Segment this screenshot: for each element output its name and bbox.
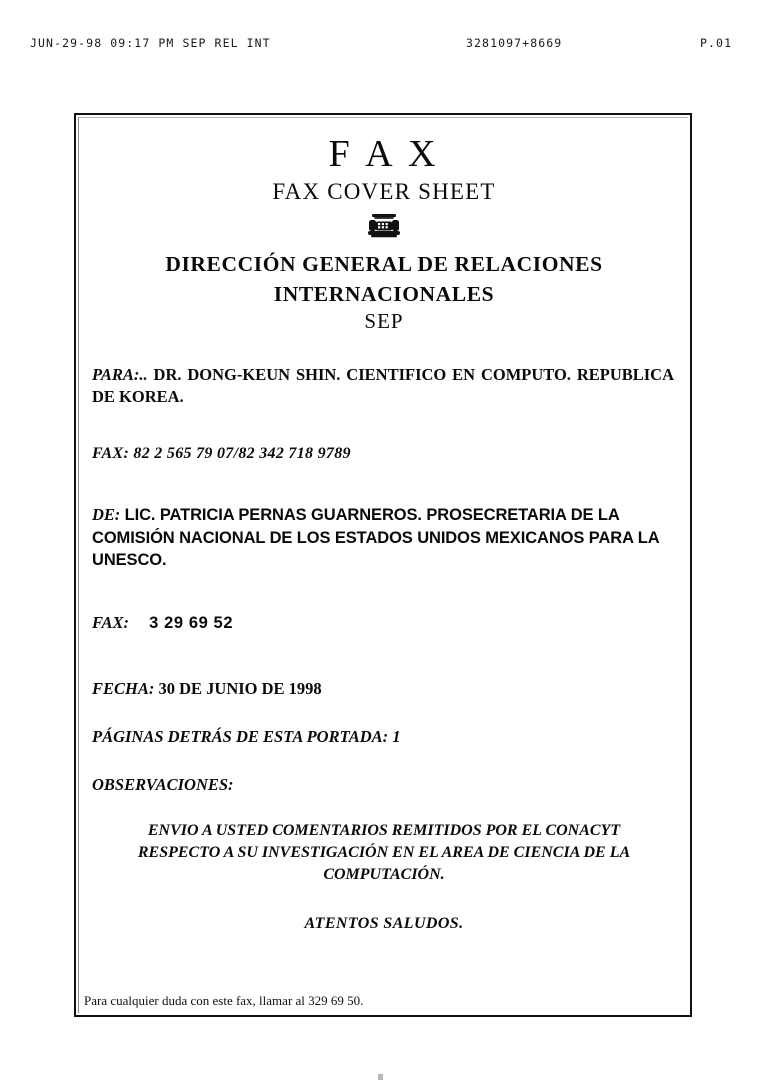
remarks-line-3: COMPUTACIÓN.	[323, 866, 445, 884]
field-date	[92, 678, 676, 700]
field-recipient-label: PARA:..	[92, 365, 148, 385]
field-sender-value: LIC. PATRICIA PERNAS GUARNEROS. PROSECRETARIA DE LA COMISIÓN NACIONAL DE LOS ESTADOS UNIDOS MEXICANOS PARA LA UNESCO.	[92, 506, 659, 570]
page-subtitle: FAX COVER SHEET	[272, 178, 496, 204]
footnote: Para cualquier duda con este fax, llamar al 329 69 50.	[84, 993, 364, 1008]
fax-header-left: JUN-29-98 09:17 PM SEP REL INT	[30, 36, 271, 50]
field-sender-fax	[92, 612, 676, 635]
fax-header-page: P.01	[700, 36, 733, 50]
remarks-line-2: RESPECTO A SU INVESTIGACIÓN EN EL AREA DE CIENCIA DE LA	[137, 844, 631, 862]
telephone-icon	[367, 211, 401, 247]
cover-sheet-content	[86, 121, 682, 1011]
department-name-line-1: DIRECCIÓN GENERAL DE RELACIONES	[165, 251, 603, 276]
field-sender	[92, 504, 676, 571]
field-date-label: FECHA:	[92, 679, 155, 699]
field-recipient-value: DR. DONG-KEUN SHIN. CIENTIFICO EN COMPUTO. REPUBLICA DE KOREA.	[92, 365, 675, 406]
field-sender-label: DE:	[92, 505, 121, 525]
closing-line: ATENTOS SALUDOS.	[304, 914, 464, 932]
field-remarks-label: OBSERVACIONES:	[92, 774, 234, 794]
fax-cover-sheet	[74, 113, 692, 1017]
page-title: F A X	[328, 133, 440, 175]
fax-header-number: 3281097+8669	[466, 36, 563, 50]
field-page-count	[92, 726, 676, 748]
department-name-line-2: INTERNACIONALES	[273, 282, 495, 307]
field-remarks-body	[92, 820, 676, 887]
remarks-line-1: ENVIO A USTED COMENTARIOS REMITIDOS POR EL CONACYT	[147, 821, 621, 839]
field-page-count-label: PÁGINAS DETRÁS DE ESTA PORTADA:	[92, 727, 389, 747]
scan-artifact	[378, 1074, 383, 1080]
field-recipient-fax	[92, 443, 676, 464]
field-recipient	[92, 364, 676, 407]
field-sender-fax-label: FAX:	[92, 612, 129, 632]
department-acronym: SEP	[364, 309, 404, 334]
field-sender-fax-value: 3 29 69 52	[149, 613, 234, 632]
field-date-value: 30 DE JUNIO DE 1998	[158, 679, 322, 699]
field-recipient-fax-value: 82 2 565 79 07/82 342 718 9789	[133, 445, 351, 463]
field-recipient-fax-label: FAX:	[92, 445, 130, 463]
field-page-count-value: 1	[392, 727, 401, 747]
fax-transmission-header	[0, 36, 760, 52]
telephone-icon-wrap	[86, 211, 682, 247]
